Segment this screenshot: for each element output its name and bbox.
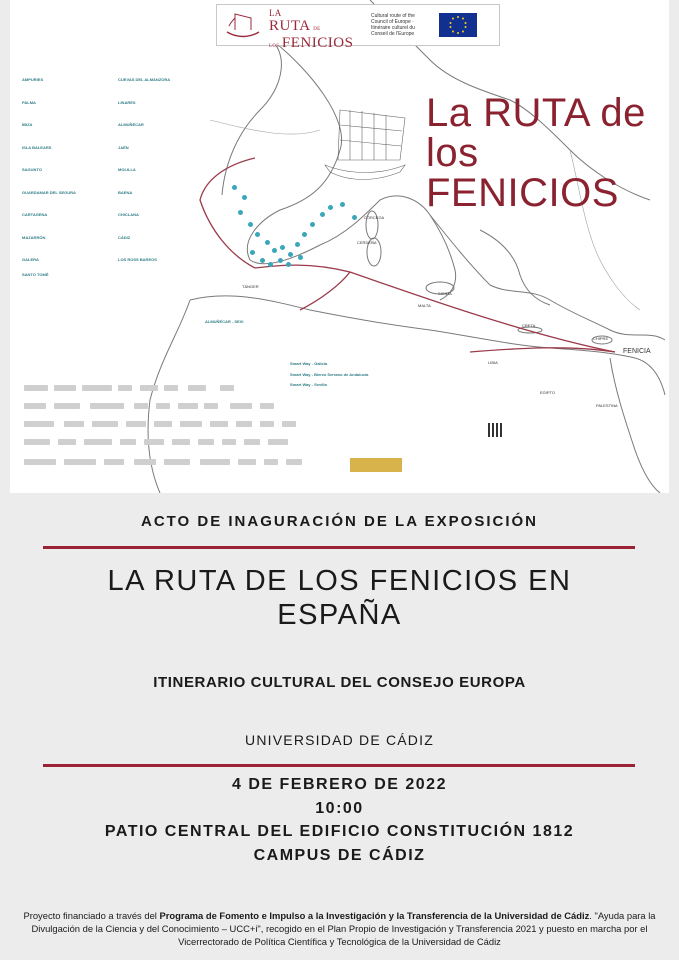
event-subtitle: ACTO DE INAGURACIÓN DE LA EXPOSICIÓN xyxy=(140,513,539,530)
map-title-line2: los FENICIOS xyxy=(426,131,619,215)
map-label-sicilia: SICILIA xyxy=(438,291,452,296)
qr-code xyxy=(488,423,502,437)
ruta-fenicios-logo xyxy=(217,5,367,51)
map-label-tanger: TÁNGER xyxy=(242,284,259,289)
event-time: 10:00 xyxy=(315,800,364,817)
event-title xyxy=(0,564,679,632)
map-label-creta: CRETA xyxy=(522,323,536,328)
map-label-cerdena: CERDEÑA xyxy=(357,240,377,245)
funding-footer xyxy=(8,909,671,948)
logo-line4: LOS xyxy=(269,44,280,49)
poster-map xyxy=(10,0,669,493)
logo-line5: FENICIOS xyxy=(281,35,354,51)
city-head: GALERA xyxy=(22,257,39,262)
city-head: ISLA BALEARS xyxy=(22,144,52,150)
map-label-chipre: CHIPRE xyxy=(593,336,609,341)
event-title-line2: ESPAÑA xyxy=(277,599,402,631)
map-label-egipto: EGIPTO xyxy=(540,390,556,395)
footer-rest: . "Ayuda para la Divulgación de la Ciencia y del Conocimiento – UCC+i", recogido en el Plan Propio de Investigación y Transferencia 2021 y puesto en marcha por el Vicerrectorado de Política Científica y Tecnológica de la Universidad de Cádiz xyxy=(31,910,656,947)
logo-wordmark xyxy=(269,8,353,52)
footer-program: Programa de Fomento e Impulso a la Investigación y la Transferencia de la Universidad de Cádiz xyxy=(159,910,590,921)
city-head: CARTAGENA xyxy=(22,212,48,217)
logo-line3: DE xyxy=(313,27,321,32)
map-title xyxy=(426,93,669,213)
smart-way-list xyxy=(290,362,380,388)
divider-top xyxy=(43,546,635,549)
map-label-fenicia: FENICIA xyxy=(623,348,651,355)
ship-logo-icon xyxy=(223,8,263,42)
smart-way-item: Smart Way - Galicia xyxy=(290,361,328,366)
header-logo-box xyxy=(216,4,500,51)
university-text: UNIVERSIDAD DE CÁDIZ xyxy=(245,732,434,748)
city-head: CHICLANA xyxy=(118,212,139,217)
logo-line1: LA xyxy=(269,8,282,18)
footer-prefix: Proyecto financiado a través del xyxy=(23,910,160,921)
city-head: ALMUÑÉCAR - SEXI xyxy=(205,319,244,324)
smart-way-item: Smart Way - Bierzo Serrano de Andalucía xyxy=(290,371,369,377)
map-label-corcega: CÓRCEGA xyxy=(364,215,385,220)
city-head: MAZARRÓN xyxy=(22,234,46,240)
event-date: 4 DE FEBRERO DE 2022 xyxy=(232,776,447,793)
map-label-malta: MALTA xyxy=(418,303,431,308)
city-head: GUARDAMAR DEL SEGURA xyxy=(22,189,76,195)
city-head: AMPURIES xyxy=(22,77,44,82)
spain-government-logo xyxy=(350,458,402,472)
city-head: CÁDIZ xyxy=(118,234,131,240)
city-head: SAGUNTO xyxy=(22,167,42,172)
city-head: LOS ROSS BAREOS xyxy=(118,257,157,262)
city-list-left xyxy=(22,78,117,277)
event-place: PATIO CENTRAL DEL EDIFICIO CONSTITUCIÓN 1812 xyxy=(104,823,575,840)
council-of-europe-flag-icon xyxy=(439,13,477,37)
divider-bottom xyxy=(43,764,635,767)
city-head: CUEVAS DEL ALMANZORA xyxy=(118,77,171,82)
city-head: LINARES xyxy=(118,99,136,105)
city-head: MOLILLA xyxy=(118,167,136,172)
city-list-sexi xyxy=(205,320,285,325)
smart-way-item: Smart Way - Sevilla xyxy=(290,382,327,387)
city-head: JAÉN xyxy=(118,144,129,150)
event-campus: CAMPUS DE CÁDIZ xyxy=(253,847,426,864)
city-list-right xyxy=(118,78,218,263)
city-head: PALMA xyxy=(22,99,36,105)
city-head: BAENA xyxy=(118,189,133,195)
city-head: ALMUÑÉCAR xyxy=(118,122,144,127)
city-head: IBIZA xyxy=(22,122,33,127)
event-title-line1: LA RUTA DE LOS FENICIOS EN xyxy=(107,565,572,597)
city-head: SANTO TOMÉ xyxy=(22,271,49,277)
council-text: Cultural route of the Council of Europe · Itinéraire culturel du Conseil de l'Europe xyxy=(371,13,415,37)
map-label-palestina: PALESTINA xyxy=(596,403,618,408)
itinerary-text: ITINERARIO CULTURAL DEL CONSEJO EUROPA xyxy=(153,674,526,691)
map-label-libia: LIBIA xyxy=(488,360,498,365)
logo-line2: RUTA xyxy=(269,18,311,34)
map-title-line1: La RUTA de xyxy=(426,91,646,135)
sponsor-logos xyxy=(24,385,304,480)
